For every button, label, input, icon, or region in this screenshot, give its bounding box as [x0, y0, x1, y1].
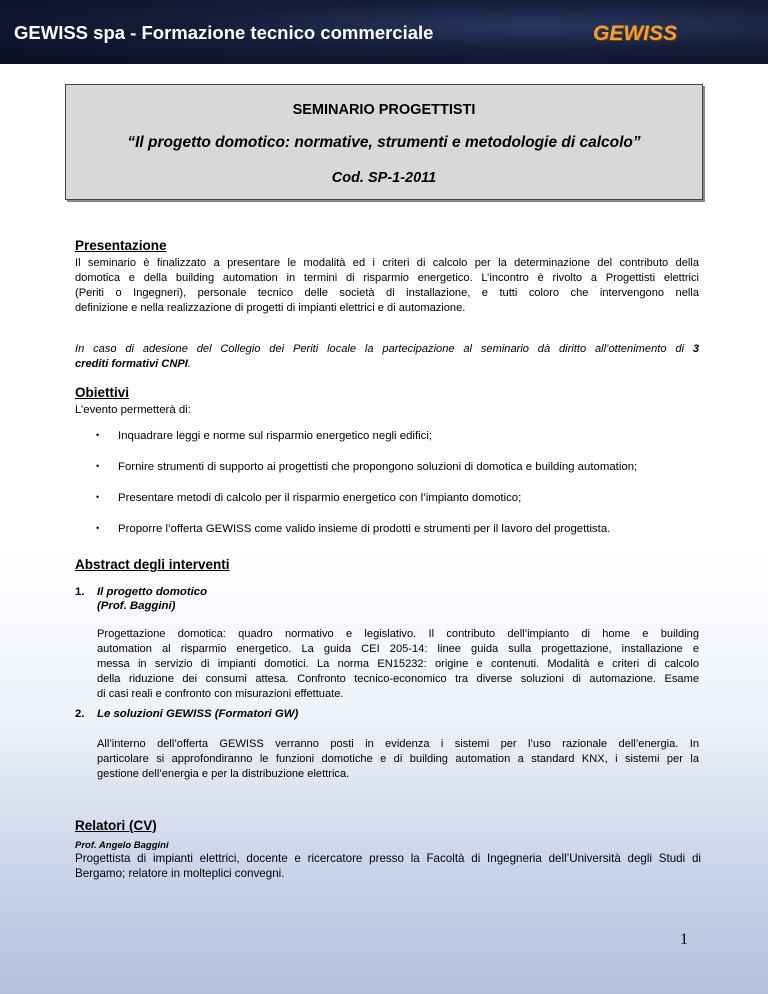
- text-line: domotica e della building automation in termini di risparmio energetico. L’incontro è rivolto a Progettisti elettrici: [75, 272, 699, 284]
- list-item: • Inquadrare leggi e norme sul risparmio energetico negli edifici;: [96, 430, 433, 442]
- seminar-type: SEMINARIO PROGETTISTI: [292, 102, 476, 118]
- seminar-title-box: [65, 84, 703, 200]
- bullet-icon: •: [96, 492, 100, 502]
- text-line: (Periti o Ingegneri), personale tecnico delle società di installazione, e tutti coloro che intervengono nella: [75, 287, 699, 299]
- bullet-icon: •: [96, 523, 100, 533]
- relatori-heading: Relatori (CV): [75, 818, 157, 833]
- credit-label: crediti formativi CNPI: [75, 358, 188, 370]
- text-line: In caso di adesione del Collegio dei Periti locale la partecipazione al seminario dà diritto all’ottenimento di: [75, 343, 684, 355]
- presentazione-heading: Presentazione: [75, 238, 167, 253]
- bullet-icon: •: [96, 430, 100, 440]
- abstract-item-1-body: [97, 627, 699, 702]
- text-line: Bergamo; relatore in molteplici convegni.: [75, 867, 285, 880]
- abstract-heading: Abstract degli interventi: [75, 557, 230, 572]
- text-line: automation al risparmio energetico. La guida CEI 205-14: linee guida sulla progettazione, installazione e: [97, 643, 699, 655]
- obiettivi-intro: L’evento permetterà di:: [75, 404, 191, 416]
- text-line: particolare si approfondiranno le funzioni domotiche e di building automation a standard KNX, i sistemi per la: [97, 753, 699, 765]
- text-line: Progettista di impianti elettrici, docente e ricercatore presso la Facoltà di Ingegneria dell’Università degli Studi di: [75, 852, 701, 865]
- text-line: messa in servizio di impianti domotici. La norma EN15232: origine e contenuti. Modalità e criteri di calcolo: [97, 658, 699, 670]
- text-line: Progettazione domotica: quadro normativo e legislativo. Il contributo dell’impianto di home e building: [97, 628, 699, 640]
- text-line: definizione e nella realizzazione di progetti di impianti elettrici e di automazione.: [75, 302, 466, 314]
- bullet-icon: •: [96, 461, 100, 471]
- gewiss-logo: GEWISS: [593, 22, 678, 45]
- abstract-item-2-title: 2. Le soluzioni GEWISS (Formatori GW): [75, 708, 299, 720]
- header-title: GEWISS spa - Formazione tecnico commerciale: [14, 22, 434, 43]
- seminar-code: Cod. SP-1-2011: [331, 170, 437, 186]
- speaker-bio: [75, 851, 701, 881]
- cnpi-note: In caso di adesione del Collegio dei Periti locale la partecipazione al seminario dà diritto all’ottenimento di 3 crediti formativi CNPI.: [75, 343, 699, 370]
- text-line: gestione dell’energia e per la distribuzione elettrica.: [97, 768, 350, 780]
- list-item: • Presentare metodi di calcolo per il risparmio energetico con l’impianto domotico;: [96, 492, 522, 504]
- header-banner: [0, 0, 768, 64]
- page-number: 1: [680, 931, 688, 948]
- presentazione-paragraph: [75, 256, 699, 316]
- list-item: • Proporre l’offerta GEWISS come valido insieme di prodotti e strumenti per il lavoro del progettista.: [96, 523, 611, 535]
- list-item: • Fornire strumenti di supporto ai progettisti che propongono soluzioni di domotica e building automation;: [96, 461, 638, 473]
- credit-count: 3: [692, 343, 699, 355]
- item-number: 2.: [75, 708, 85, 720]
- text-line: di casi reali e confronto con misurazioni effettuate.: [97, 688, 344, 700]
- item-number: 1.: [75, 586, 85, 598]
- speaker-name: Prof. Angelo Baggini: [75, 840, 169, 851]
- abstract-item-speaker: (Prof. Baggini): [97, 600, 176, 612]
- abstract-item-1-title: 1. Il progetto domotico (Prof. Baggini): [75, 586, 208, 612]
- abstract-item-2-body: [97, 737, 699, 782]
- text-line: Il seminario è finalizzato a presentare le modalità ed i criteri di calcolo per la determinazione del contributo della: [75, 257, 699, 269]
- seminar-title: “Il progetto domotico: normative, strumenti e metodologie di calcolo”: [127, 134, 641, 151]
- text-line: All’interno dell’offerta GEWISS verranno posti in evidenza i sistemi per l’uso razionale dell’energia. In: [97, 738, 699, 750]
- text-line: della riduzione dei consumi attesa. Confronto tecnico-economico tra diverse soluzioni di automazione. Esame: [97, 673, 699, 685]
- obiettivi-heading: Obiettivi: [75, 385, 130, 400]
